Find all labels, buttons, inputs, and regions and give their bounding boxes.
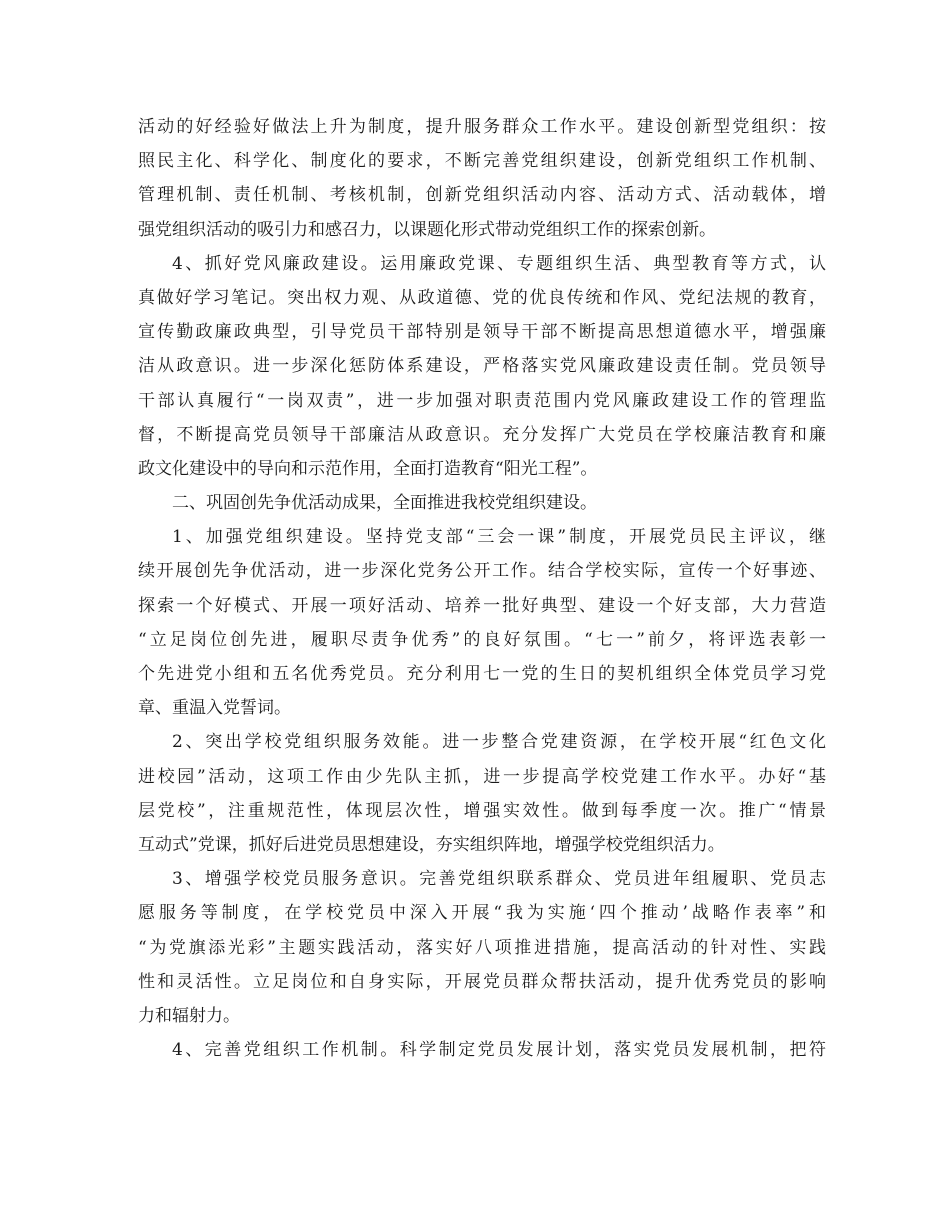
- text-line: 续开展创先争优活动，进一步深化党务公开工作。结合学校实际，宣传一个好事迹、: [138, 561, 826, 582]
- text-line: 层党校”，注重规范性，体现层次性，增强实效性。做到每季度一次。推广“情景: [138, 800, 826, 821]
- text-line: 2、突出学校党组织服务效能。进一步整合党建资源，在学校开展“红色文化: [172, 732, 826, 753]
- text-line: 照民主化、科学化、制度化的要求，不断完善党组织建设，创新党组织工作机制、: [138, 151, 826, 172]
- text-line: 强党组织活动的吸引力和感召力，以课题化形式带动党组织工作的探索创新。: [138, 219, 716, 240]
- text-line: 活动的好经验好做法上升为制度，提升服务群众工作水平。建设创新型党组织：按: [138, 117, 826, 137]
- body-text: [138, 110, 826, 1067]
- text-line: 4、抓好党风廉政建设。运用廉政党课、专题组织生活、典型教育等方式，认: [172, 253, 826, 274]
- text-line: 宣传勤政廉政典型，引导党员干部特别是领导干部不断提高思想道德水平，增强廉: [138, 322, 826, 343]
- text-line: 管理机制、责任机制、考核机制，创新党组织活动内容、活动方式、活动载体，增: [138, 185, 826, 206]
- text-line: 洁从政意识。进一步深化惩防体系建设，严格落实党风廉政建设责任制。党员领导: [138, 356, 826, 377]
- text-line: 章、重温入党誓词。: [138, 698, 291, 719]
- text-line: 力和辐射力。: [138, 1005, 240, 1026]
- text-line: 探索一个好模式、开展一项好活动、培养一批好典型、建设一个好支部，大力营造: [138, 595, 826, 616]
- text-line: 4、完善党组织工作机制。科学制定党员发展计划，落实党员发展机制，把符: [172, 1040, 826, 1061]
- text-line: 真做好学习笔记。突出权力观、从政道德、党的优良传统和作风、党纪法规的教育，: [138, 287, 826, 308]
- text-line: 性和灵活性。立足岗位和自身实际，开展党员群众帮扶活动，提升优秀党员的影响: [138, 971, 826, 992]
- text-line: 政文化建设中的导向和示范作用，全面打造教育“阳光工程”。: [138, 458, 598, 479]
- text-line: 督，不断提高党员领导干部廉洁从政意识。充分发挥广大党员在学校廉洁教育和廉: [138, 424, 826, 445]
- text-line: 1、加强党组织建设。坚持党支部“三会一课”制度，开展党员民主评议，继: [172, 527, 826, 548]
- text-line: 二、巩固创先争优活动成果，全面推进我校党组织建设。: [172, 493, 597, 514]
- text-line: 互动式”党课，抓好后进党员思想建设，夯实组织阵地，增强学校党组织活力。: [138, 834, 725, 855]
- text-line: 进校园”活动，这项工作由少先队主抓，进一步提高学校党建工作水平。办好“基: [138, 766, 826, 787]
- text-line: 愿服务等制度，在学校党员中深入开展“我为实施‘四个推动’战略作表率”和: [138, 903, 826, 924]
- text-line: “立足岗位创先进，履职尽责争优秀”的良好氛围。“七一”前夕，将评选表彰一: [138, 629, 826, 650]
- text-line: 个先进党小组和五名优秀党员。充分利用七一党的生日的契机组织全体党员学习党: [138, 664, 826, 684]
- text-line: “为党旗添光彩”主题实践活动，落实好八项推进措施，提高活动的针对性、实践: [138, 937, 826, 958]
- text-line: 干部认真履行“一岗双责”，进一步加强对职责范围内党风廉政建设工作的管理监: [138, 390, 826, 411]
- text-line: 3、增强学校党员服务意识。完善党组织联系群众、党员进年组履职、党员志: [172, 869, 826, 890]
